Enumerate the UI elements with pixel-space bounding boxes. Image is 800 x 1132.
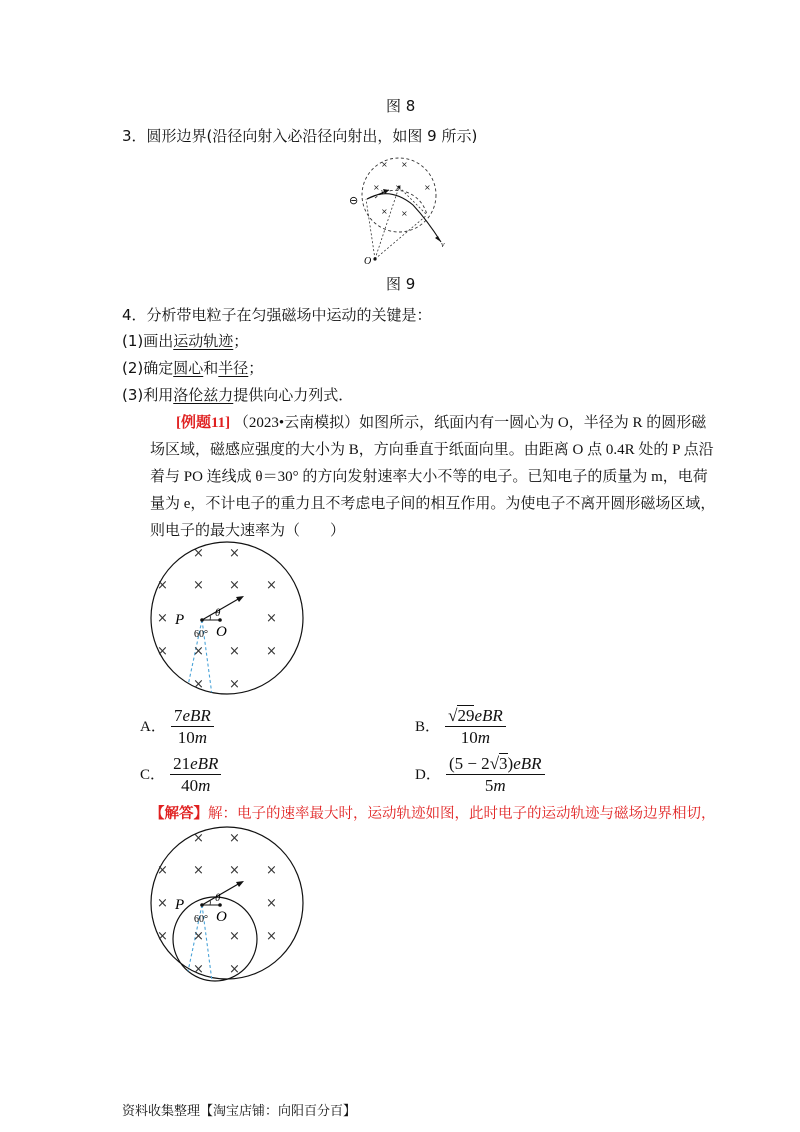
electron-trajectory-circle xyxy=(173,897,257,981)
label-angle-60: 60° xyxy=(194,914,208,925)
item-3-number: 3． xyxy=(122,127,147,145)
sqrt-icon: √ xyxy=(489,754,500,773)
fig9-cross: × xyxy=(401,160,408,169)
answer-diagram xyxy=(140,825,312,985)
fig9-cross: × xyxy=(373,183,380,192)
field-cross: × xyxy=(266,896,277,911)
field-cross: × xyxy=(229,578,240,593)
fig9-cross: × xyxy=(401,209,408,218)
option-a-den-coef: 10 xyxy=(177,728,195,747)
option-b[interactable] xyxy=(415,705,506,748)
option-d-label: D． xyxy=(415,767,441,783)
option-c-num-var: eBR xyxy=(190,754,219,773)
option-a-label: A． xyxy=(140,719,166,735)
field-cross: × xyxy=(193,578,204,593)
option-d-den-coef: 5 xyxy=(484,776,494,795)
label-theta: θ xyxy=(215,892,221,904)
example-tag: [例题11] xyxy=(176,415,231,431)
field-cross: × xyxy=(266,644,277,659)
item-3-text: 圆形边界(沿径向射入必沿径向射出，如图 9 所示) xyxy=(146,127,478,145)
fig9-cross: × xyxy=(424,183,431,192)
fig9-radius-3 xyxy=(375,215,427,259)
field-boundary-circle xyxy=(151,542,303,694)
example-line: 场区域，磁感应强度的大小为 B，方向垂直于纸面向里。由距离 O 点 0.4R 处的 P 点沿 xyxy=(150,442,714,458)
key-point-2 xyxy=(122,358,263,378)
point-p-dot xyxy=(200,618,204,622)
example-line: 量为 e，不计电子的重力且不考虑电子间的相互作用。为使电子不离开圆形磁场区域， xyxy=(150,496,716,512)
option-b-num-var: eBR xyxy=(474,706,503,725)
key-point-1-prefix: (1)画出 xyxy=(122,332,174,350)
label-o: O xyxy=(216,909,227,925)
answer-text: 解：电子的速率最大时，运动轨迹如图，此时电子的运动轨迹与磁场边界相切， xyxy=(208,806,716,822)
key-point-2-suffix: ； xyxy=(248,359,264,377)
key-point-2-prefix: (2)确定 xyxy=(122,359,174,377)
option-d-num-close: ) xyxy=(507,754,514,773)
field-cross: × xyxy=(193,962,204,977)
fig9-label-v2: v xyxy=(441,240,445,249)
fig9-radius-2 xyxy=(375,187,399,259)
fig9-center-dot xyxy=(373,257,376,260)
field-cross: × xyxy=(266,611,277,626)
key-point-3-term: 洛伦兹力 xyxy=(173,386,234,404)
field-cross: × xyxy=(157,863,168,878)
option-d[interactable] xyxy=(415,753,545,796)
item-3-heading xyxy=(122,126,477,146)
field-cross: × xyxy=(157,929,168,944)
field-cross: × xyxy=(157,578,168,593)
key-point-1 xyxy=(122,331,248,351)
option-a-num-var: eBR xyxy=(182,706,211,725)
field-cross: × xyxy=(229,677,240,692)
option-c-fraction xyxy=(170,753,221,796)
option-b-fraction xyxy=(445,705,506,748)
label-p: P xyxy=(175,612,185,628)
option-c-den-var: m xyxy=(198,776,211,795)
example-line: 则电子的最大速率为（ ） xyxy=(150,523,346,539)
label-theta: θ xyxy=(215,607,221,619)
option-b-den-var: m xyxy=(477,728,491,747)
label-angle-60: 60° xyxy=(194,629,208,640)
fig9-cross: × xyxy=(395,183,402,192)
label-p: P xyxy=(175,897,185,913)
key-point-1-suffix: ； xyxy=(233,332,249,350)
field-cross: × xyxy=(193,546,204,561)
field-cross: × xyxy=(157,611,168,626)
example-line: （2023•云南模拟）如图所示，纸面内有一圆心为 O，半径为 R 的圆形磁 xyxy=(233,415,707,431)
fig9-cross: × xyxy=(381,207,388,216)
key-point-2-mid: 和 xyxy=(203,359,219,377)
field-cross: × xyxy=(266,863,277,878)
label-o: O xyxy=(216,624,227,640)
option-c[interactable] xyxy=(140,753,221,796)
example-line: 着与 PO 连线成 θ＝30° 的方向发射速率大小不等的电子。已知电子的质量为 m，电荷 xyxy=(150,469,708,485)
field-cross: × xyxy=(229,962,240,977)
option-b-den-coef: 10 xyxy=(460,728,478,747)
figure-8-caption: 图 8 xyxy=(386,97,416,115)
fig9-label-o: O xyxy=(364,256,372,265)
option-d-fraction xyxy=(446,753,545,796)
key-point-3-prefix: (3)利用 xyxy=(122,386,174,404)
fig9-label-v1: v xyxy=(381,187,385,196)
figure-9-caption: 图 9 xyxy=(386,275,416,293)
field-cross: × xyxy=(193,644,204,659)
page-footer: 资料收集整理【淘宝店铺：向阳百分百】 xyxy=(122,1104,357,1119)
option-d-num-open: (5 − 2 xyxy=(448,754,490,773)
fig9-radius-1 xyxy=(366,199,375,259)
fig9-cross: × xyxy=(381,160,388,169)
field-cross: × xyxy=(193,863,204,878)
answer-tag: 【解答】 xyxy=(150,806,208,822)
option-d-num-root: 3 xyxy=(499,754,508,773)
field-cross: × xyxy=(193,929,204,944)
option-a-num-coef: 7 xyxy=(173,706,183,725)
problem-diagram xyxy=(140,540,312,695)
item-4-text: 分析带电粒子在匀强磁场中运动的关键是： xyxy=(146,306,432,324)
fig9-electron-icon: ⊖ xyxy=(349,194,359,207)
field-cross: × xyxy=(229,929,240,944)
answer-line xyxy=(150,804,716,824)
field-cross: × xyxy=(193,677,204,692)
field-cross: × xyxy=(266,929,277,944)
field-cross: × xyxy=(266,578,277,593)
option-c-label: C． xyxy=(140,767,166,783)
item-4-heading xyxy=(122,305,432,325)
key-point-2-term-1: 圆心 xyxy=(173,359,204,377)
figure-9-diagram xyxy=(345,150,455,265)
fig9-field-circle xyxy=(362,158,436,232)
sqrt-icon: √ xyxy=(448,706,458,725)
key-point-3 xyxy=(122,385,353,405)
item-4-number: 4． xyxy=(122,306,147,324)
field-cross: × xyxy=(229,831,240,846)
option-a-fraction xyxy=(171,705,214,748)
point-p-dot xyxy=(200,903,204,907)
field-boundary-circle xyxy=(151,827,303,979)
key-point-3-suffix: 提供向心力列式． xyxy=(233,386,354,404)
field-cross: × xyxy=(229,546,240,561)
option-c-den-coef: 40 xyxy=(181,776,199,795)
example-problem xyxy=(150,410,716,545)
field-cross: × xyxy=(229,863,240,878)
key-point-1-term: 运动轨迹 xyxy=(173,332,234,350)
key-point-2-term-2: 半径 xyxy=(218,359,249,377)
field-cross: × xyxy=(229,644,240,659)
option-b-num-root: 29 xyxy=(457,706,475,725)
option-a[interactable] xyxy=(140,705,214,748)
field-cross: × xyxy=(157,896,168,911)
velocity-vector xyxy=(202,598,240,620)
option-c-num-coef: 21 xyxy=(173,754,191,773)
option-a-den-var: m xyxy=(194,728,207,747)
option-d-den-var: m xyxy=(493,776,506,795)
field-cross: × xyxy=(157,644,168,659)
option-b-label: B． xyxy=(415,719,441,735)
option-d-num-var: eBR xyxy=(513,754,542,773)
field-cross: × xyxy=(193,831,204,846)
